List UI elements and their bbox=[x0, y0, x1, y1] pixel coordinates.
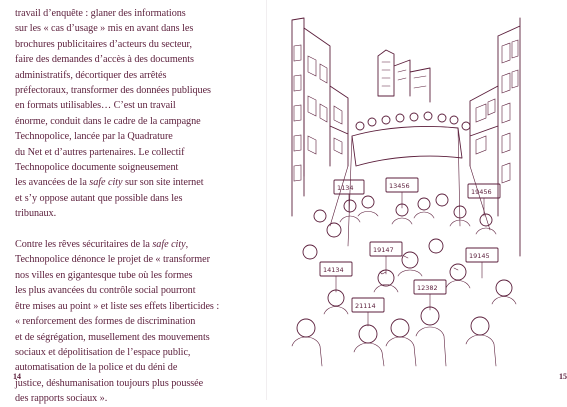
text-line: les plus avancées du contrôle social pourront bbox=[15, 285, 196, 297]
text-line: automatisation de la police et du déni de bbox=[15, 362, 178, 374]
sign-number: 19145 bbox=[469, 252, 490, 260]
sign-number: 19147 bbox=[373, 246, 394, 254]
paragraph-2 bbox=[15, 237, 255, 406]
text-run: , bbox=[185, 239, 189, 251]
text-line: et s’y oppose autant que possible dans les bbox=[15, 192, 183, 204]
text-line: « renforcement des formes de discrimination bbox=[15, 316, 196, 328]
sign-number: 14134 bbox=[323, 266, 344, 274]
text-line: justice, déshumanisation toujours plus poussée bbox=[15, 377, 204, 389]
text-run: sur son site internet bbox=[122, 177, 204, 189]
text-line: administratifs, décortiquer des arrêtés bbox=[15, 69, 167, 81]
text-line: sociaux et dépolitisation de l’espace public, bbox=[15, 346, 191, 358]
sign-number: 21114 bbox=[355, 302, 376, 310]
text-line: et de ségrégation, musellement des mouvements bbox=[15, 331, 210, 343]
sign-number: 13456 bbox=[389, 182, 410, 190]
left-page bbox=[0, 0, 266, 405]
text-line bbox=[15, 175, 255, 190]
text-line: des rapports sociaux ». bbox=[15, 393, 108, 405]
sign-number: 12382 bbox=[417, 284, 438, 292]
text-line: Technopolice, lancée par la Quadrature bbox=[15, 131, 173, 143]
text-line: du Net et d’autres partenaires. Le collectif bbox=[15, 146, 185, 158]
distant-buildings bbox=[378, 50, 430, 102]
text-line bbox=[15, 237, 255, 252]
sign-number: 19456 bbox=[471, 188, 492, 196]
paragraph-1 bbox=[15, 6, 255, 222]
body-text bbox=[15, 6, 255, 407]
text-line: énorme, conduit dans le cadre de la campagne bbox=[15, 115, 201, 127]
text-run: Contre les rêves sécuritaires de la bbox=[15, 239, 153, 251]
text-line: faire des demandes d’accès à des documents bbox=[15, 54, 194, 66]
text-line: travail d’enquête : glaner des informations bbox=[15, 8, 186, 19]
crowd-bodies bbox=[292, 212, 516, 367]
text-line: être mises au point » et liste ses effets liberticides : bbox=[15, 300, 220, 312]
text-line: en formats utilisables… C’est un travail bbox=[15, 100, 176, 112]
illustration-drawing bbox=[290, 16, 522, 366]
text-line: préfectoraux, transformer des données publiques bbox=[15, 85, 211, 97]
page-number-right: 15 bbox=[559, 372, 567, 381]
page-number-left: 14 bbox=[13, 372, 21, 381]
text-line: tribunaux. bbox=[15, 208, 57, 220]
street bbox=[330, 166, 490, 230]
sign-number: 1134 bbox=[337, 184, 354, 192]
text-line: nos villes en gigantesque tube où les formes bbox=[15, 269, 193, 281]
protest-crowd-illustration bbox=[290, 16, 522, 366]
text-run: les avancées de la bbox=[15, 177, 90, 189]
text-line: sur les « cas d’usage » mis en avant dans les bbox=[15, 23, 194, 35]
right-buildings bbox=[470, 18, 520, 256]
italic-term: safe city bbox=[152, 239, 186, 251]
text-line: brochures publicitaires d’acteurs du secteur, bbox=[15, 38, 192, 50]
italic-term: safe city bbox=[89, 177, 123, 189]
text-line: Technopolice documente soigneusement bbox=[15, 162, 179, 174]
text-line: Technopolice dénonce le projet de « transformer bbox=[15, 254, 210, 266]
crowd bbox=[297, 112, 512, 343]
